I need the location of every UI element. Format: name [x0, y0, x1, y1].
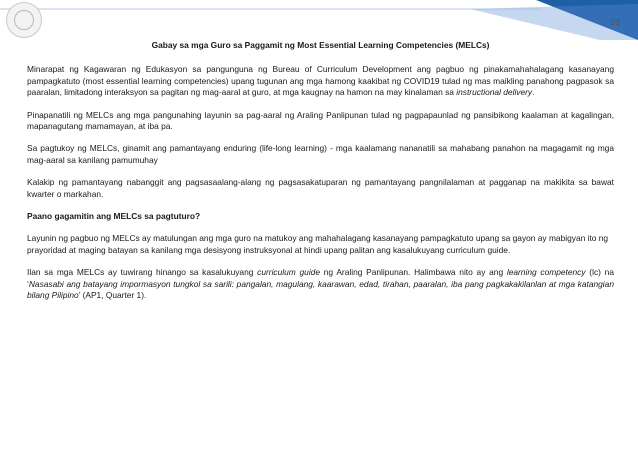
paragraph-text: Minarapat ng Kagawaran ng Edukasyon sa pangunguna ng Bureau of Curriculum Development ang pagbuo ng pinakamahahalagang kasanayang pampagkatuto (most essential learning competencies) upang tugunan ang mga hamong kaakibat ng COVID19 tulad ng mas maikling panahong pagpasok sa paaralan, limitadong interaksyon sa pagitan ng mag-aaral at guro, at mga kaugnay na hamon na may kinalaman sa	[27, 64, 614, 98]
header-corner-decoration	[0, 0, 638, 40]
deped-seal-logo	[6, 2, 42, 38]
instructional-delivery-term: instructional delivery	[456, 87, 533, 98]
paragraph-content-standards: Kalakip ng pamantayang nabanggit ang pagsasaalang-alang ng pagsasakatuparan ng pamantayang pangnilalaman at pagganap na makikita sa bawat kwarter o markahan.	[27, 177, 614, 199]
competency-quote: Nasasabi ang batayang impormasyon tungkol sa sarili: pangalan, magulang, kaarawan, edad, tirahan, paaralan, iba pang pagkakakilanlan at mga katangian bilang Pilipino	[27, 278, 614, 301]
example-text-a: Ilan sa mga MELCs ay tuwirang hinango sa kasalukuyang	[27, 267, 258, 278]
example-text-g: ’ (AP1, Quarter 1).	[78, 290, 147, 301]
document-title: Gabay sa mga Guro sa Paggamit ng Most Essential Learning Competencies (MELCs)	[151, 40, 490, 50]
paragraph-melcs-intro	[27, 64, 614, 98]
curriculum-guide-term: curriculum guide	[257, 267, 320, 278]
learning-competency-term: learning competency	[506, 267, 586, 278]
paragraph-melcs-goals: Pinapanatili ng MELCs ang mga pangunahing layunin sa pag-aaral ng Araling Panlipunan tulad ng pagpapaunlad ng pansibikong kaalaman at kagalingan, mapanagutang mamamayan, at iba pa.	[27, 109, 614, 132]
paragraph-melcs-purpose: Layunin ng pagbuo ng MELCs ay matulungan ang mga guro na matukoy ang mahahalagang kasanayang pampagkatuto upang sa gayon ay mabigyan ito ng prayoridad at maging batayan sa kanilang mga desisyong instruksyonal at hindi upang palitan ang kasalukuyang curriculum guide.	[27, 233, 609, 255]
paragraph-melcs-example	[27, 267, 614, 301]
section-heading: Paano gagamitin ang MELCs sa pagtuturo?	[27, 211, 201, 222]
paragraph-enduring-standard: Sa pagtukoy ng MELCs, ginamit ang pamantayang enduring (life-long learning) - mga kaalamang nananatili sa mahabang panahon na magagamit ng mga mag-aaral sa kanilang pamumuhay	[27, 143, 614, 165]
page-number: 23	[610, 17, 620, 27]
document-body	[27, 40, 614, 313]
example-text-e: (lc) na ‘	[27, 267, 614, 289]
paragraph-end: .	[532, 87, 535, 98]
example-text-c: ng Araling Panlipunan. Halimbawa nito ay ang	[320, 267, 507, 278]
